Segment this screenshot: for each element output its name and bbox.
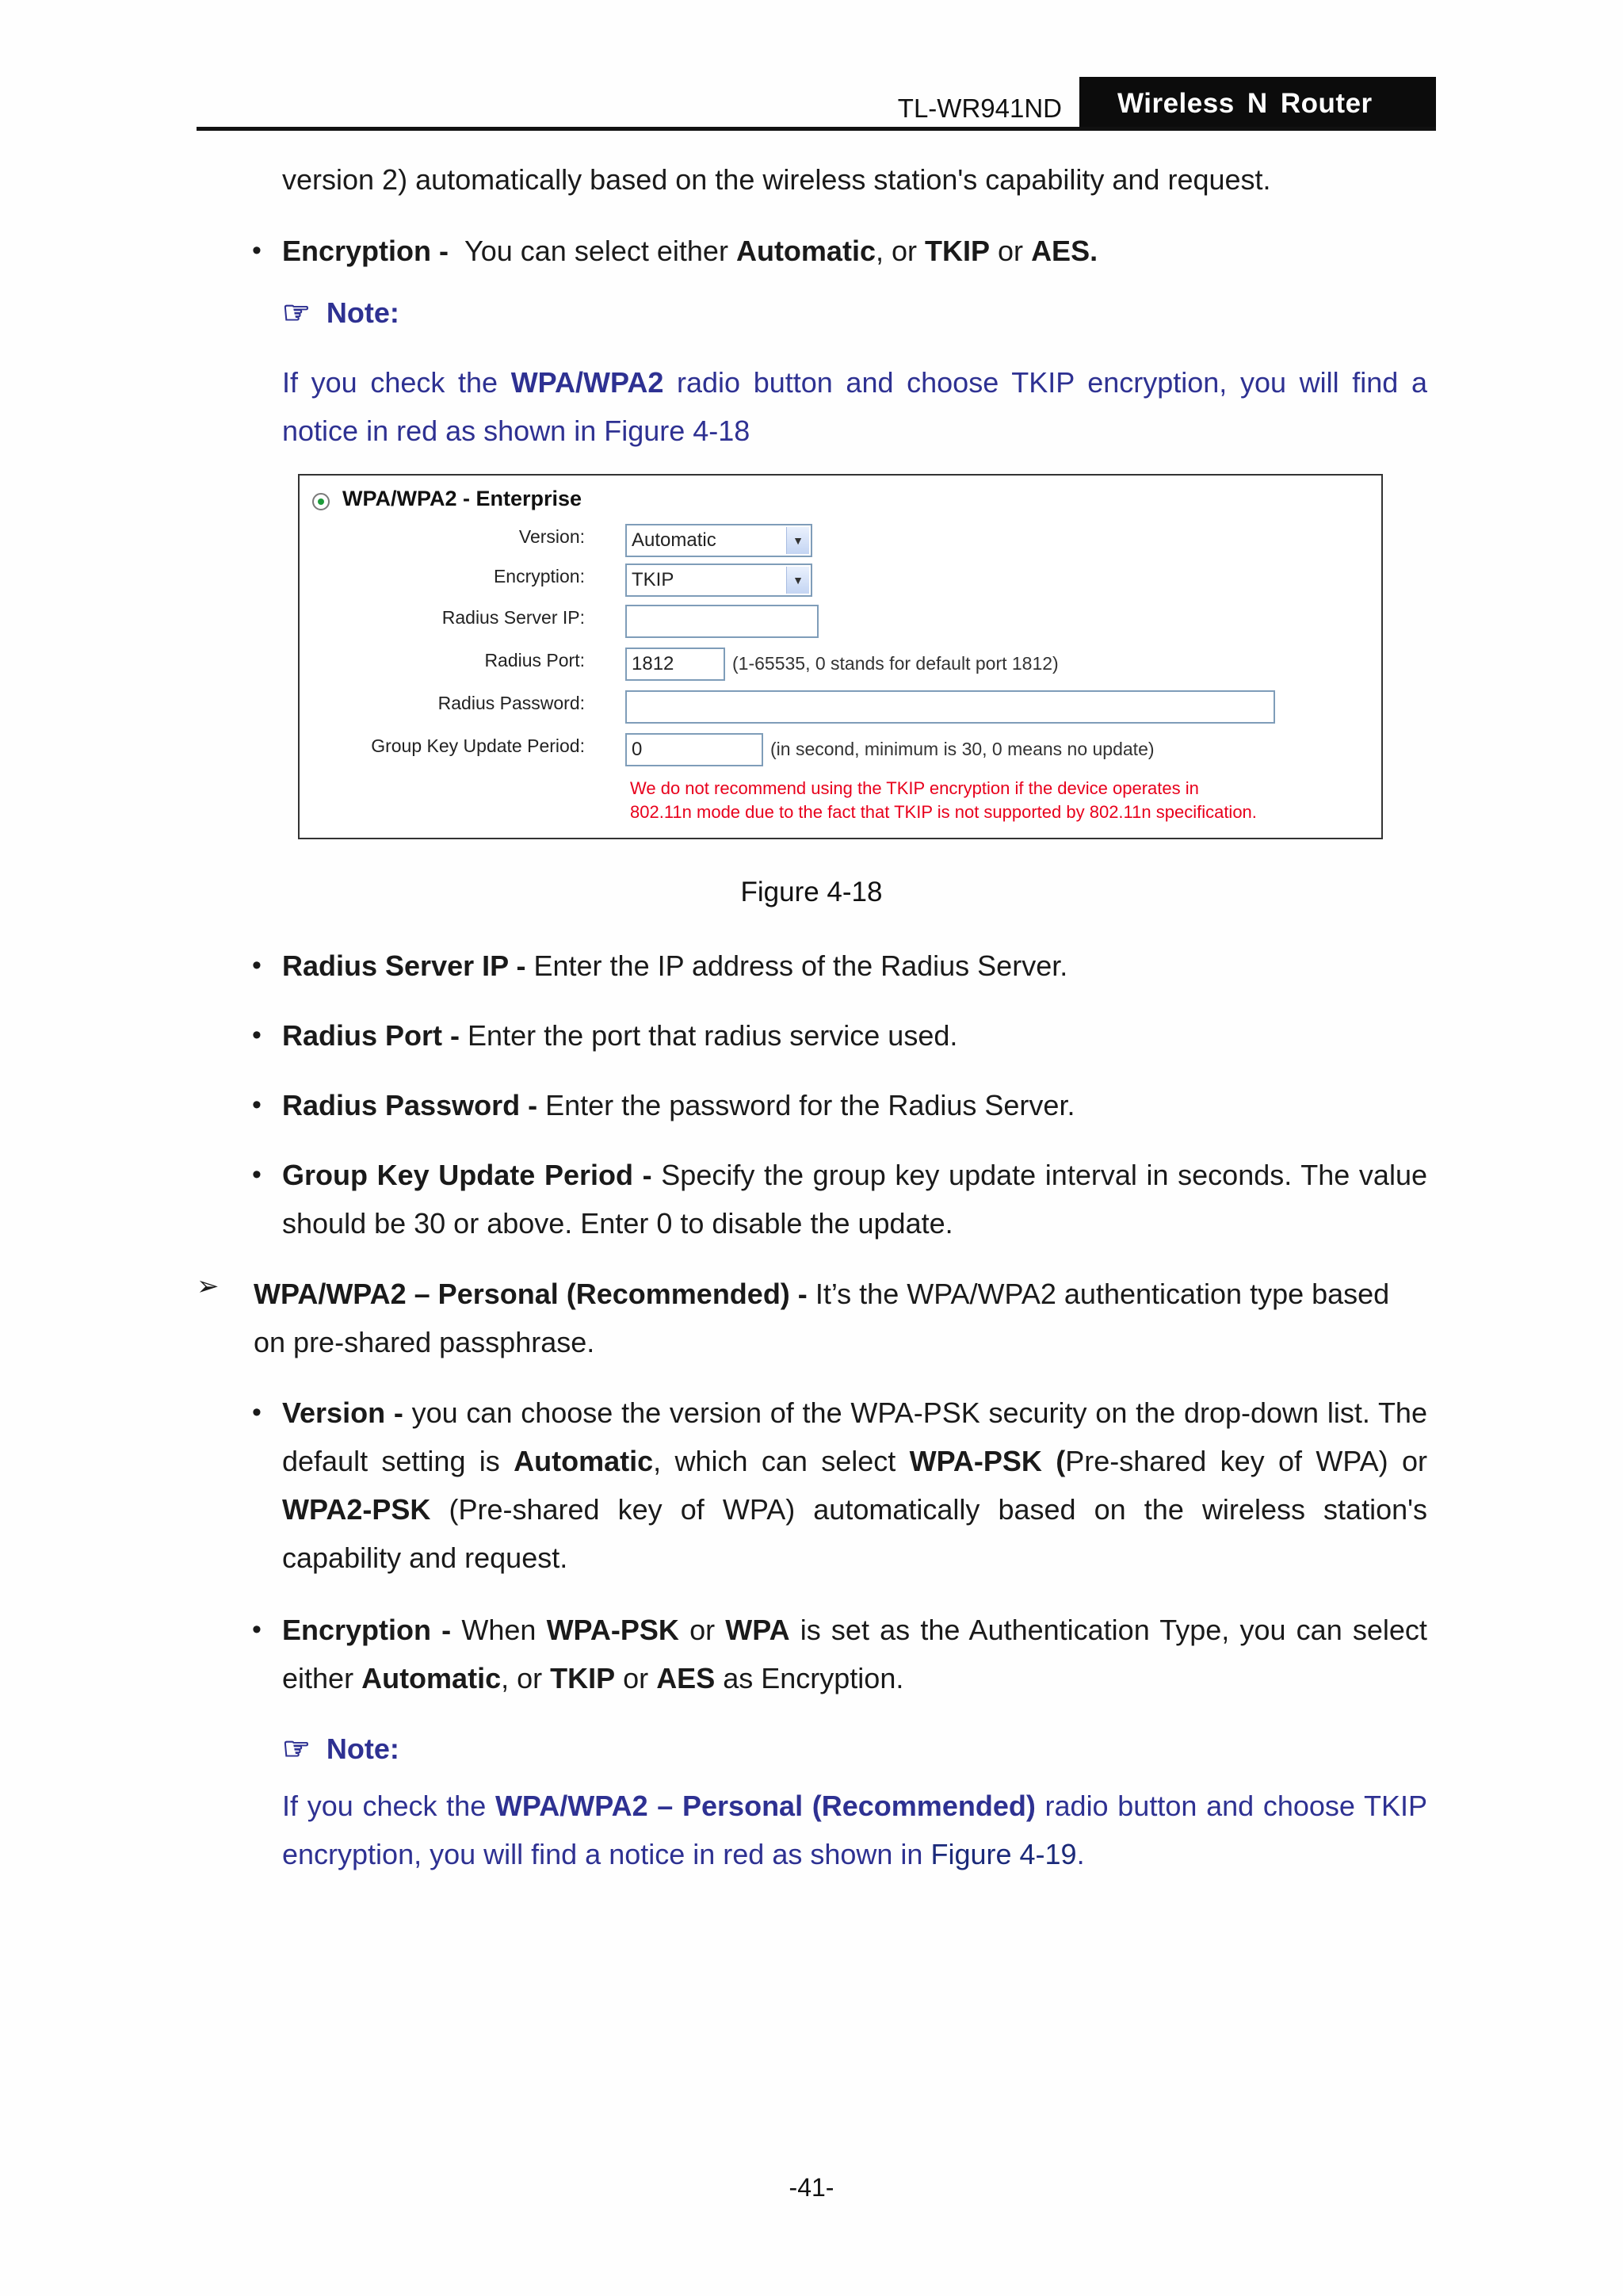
bullet-dot: • (252, 1020, 262, 1050)
text: You can select either (464, 235, 728, 267)
note-label: Note: (326, 296, 399, 329)
term: WPA-PSK ( (909, 1445, 1066, 1477)
note-heading (282, 1731, 399, 1767)
note2-text (282, 1782, 1427, 1878)
tkip-warning (630, 777, 1257, 824)
radius-ip-label: Radius Server IP: (441, 607, 585, 628)
text: Enter the password for the Radius Server. (545, 1089, 1075, 1121)
bullet-dot: • (252, 1090, 262, 1120)
radius-port-label: Radius Port: (484, 650, 585, 670)
term: Radius Port - (282, 1019, 460, 1052)
bullet-dot: • (252, 235, 262, 266)
encryption-bullet-2 (282, 1606, 1427, 1702)
text: . (1076, 1838, 1085, 1870)
term: Group Key Update Period - (282, 1159, 652, 1191)
text: When (461, 1614, 537, 1646)
term: WPA/WPA2 – Personal (Recommended) (495, 1790, 1036, 1822)
version-value: Automatic (632, 529, 716, 551)
text: is set as the Authentication Type, you can select either (282, 1614, 1427, 1694)
text: , or (501, 1662, 543, 1694)
radius-port-input[interactable]: 1812 (625, 648, 725, 681)
intro-line: version 2) automatically based on the wireless station's capability and request. (282, 163, 1271, 196)
header-divider (197, 127, 1436, 131)
note-heading (282, 295, 399, 331)
encryption-select[interactable] (625, 563, 812, 597)
term: WPA (725, 1614, 790, 1646)
wpa-enterprise-settings-panel (298, 474, 1383, 839)
text: (Pre-shared key of WPA) automatically based on the wireless station's capability and request. (282, 1493, 1427, 1574)
term: Encryption - (282, 1614, 452, 1646)
wpa-enterprise-radio[interactable] (312, 493, 330, 510)
bullet-dot: • (252, 1614, 262, 1645)
figure-reference-link[interactable]: Figure 4-19 (930, 1838, 1077, 1870)
text: Specify the group key update interval in seconds. The value should be 30 or above. Enter 0 to disable the update. (282, 1159, 1427, 1240)
radius-ip-bullet (282, 942, 1431, 990)
header-product-title: Wireless N Router (1079, 77, 1436, 131)
text: or (623, 1662, 649, 1694)
note-label: Note: (326, 1733, 399, 1765)
version-select[interactable] (625, 524, 812, 557)
header-model: TL-WR941ND (897, 94, 1062, 123)
term: Encryption - (282, 235, 449, 267)
bullet-dot: • (252, 1159, 262, 1190)
text: radio button and choose TKIP encryption, you will find a notice in red as shown in (282, 1790, 1427, 1870)
warning-line: 802.11n mode due to the fact that TKIP is not supported by 802.11n specification. (630, 802, 1257, 822)
term: AES (656, 1662, 716, 1694)
text: , or (875, 235, 917, 267)
term: WPA-PSK (546, 1614, 679, 1646)
bullet-dot: • (252, 1397, 262, 1427)
encryption-value: TKIP (632, 569, 674, 590)
text: , which can select (653, 1445, 896, 1477)
term: WPA/WPA2 (510, 366, 664, 399)
group-key-hint: (in second, minimum is 30, 0 means no update) (770, 739, 1155, 759)
radius-password-bullet (282, 1081, 1431, 1129)
term: Automatic (514, 1445, 654, 1477)
text: radio button and choose TKIP encryption, you will find a notice in red as shown in Figure 4-18 (282, 366, 1427, 447)
figure-caption: Figure 4-18 (740, 877, 883, 907)
term: TKIP (550, 1662, 616, 1694)
term: TKIP (925, 235, 991, 267)
version-bullet (282, 1389, 1427, 1582)
term: WPA/WPA2 – Personal (Recommended) - (254, 1278, 808, 1310)
text: Pre-shared key of WPA) or (1065, 1445, 1427, 1477)
term: Radius Server IP - (282, 949, 526, 982)
encryption-label: Encryption: (493, 566, 585, 586)
arrowhead-bullet-icon: ➢ (197, 1271, 220, 1301)
text: as Encryption. (723, 1662, 904, 1694)
panel-title: WPA/WPA2 - Enterprise (342, 487, 582, 510)
bullet-dot: • (252, 950, 262, 980)
text: It’s the WPA/WPA2 authentication type based on pre-shared passphrase. (254, 1278, 1390, 1358)
term: Radius Password - (282, 1089, 538, 1121)
note1-text (282, 358, 1427, 455)
radius-server-ip-input[interactable] (625, 605, 819, 638)
text: If you check the (282, 1790, 487, 1822)
pointing-hand-icon: ☞ (282, 296, 311, 330)
text: Enter the port that radius service used. (468, 1019, 958, 1052)
radius-port-hint: (1-65535, 0 stands for default port 1812) (732, 653, 1059, 674)
chevron-down-icon: ▼ (786, 567, 809, 594)
radius-password-label: Radius Password: (437, 693, 585, 713)
term: AES. (1031, 235, 1098, 267)
term: Automatic (361, 1662, 502, 1694)
group-key-update-period-input[interactable]: 0 (625, 733, 763, 766)
encryption-bullet-1 (282, 227, 1431, 275)
text: you can choose the version of the WPA-PSK security on the drop-down list. The default setting is (282, 1396, 1427, 1477)
chevron-down-icon: ▼ (786, 527, 809, 554)
text: or (689, 1614, 716, 1646)
radius-password-input[interactable] (625, 690, 1275, 724)
pointing-hand-icon: ☞ (282, 1732, 311, 1767)
text: or (998, 235, 1024, 267)
page-number: -41- (789, 2173, 834, 2202)
radius-port-bullet (282, 1011, 1431, 1060)
version-label: Version: (518, 526, 585, 547)
group-key-label: Group Key Update Period: (371, 735, 585, 756)
warning-line: We do not recommend using the TKIP encryption if the device operates in (630, 778, 1199, 798)
text: If you check the (282, 366, 498, 399)
group-key-bullet (282, 1151, 1427, 1247)
wpa-personal-item (254, 1270, 1419, 1366)
term: Version - (282, 1396, 403, 1429)
text: Enter the IP address of the Radius Server. (533, 949, 1068, 982)
term: Automatic (735, 235, 876, 267)
term: WPA2-PSK (282, 1493, 431, 1526)
